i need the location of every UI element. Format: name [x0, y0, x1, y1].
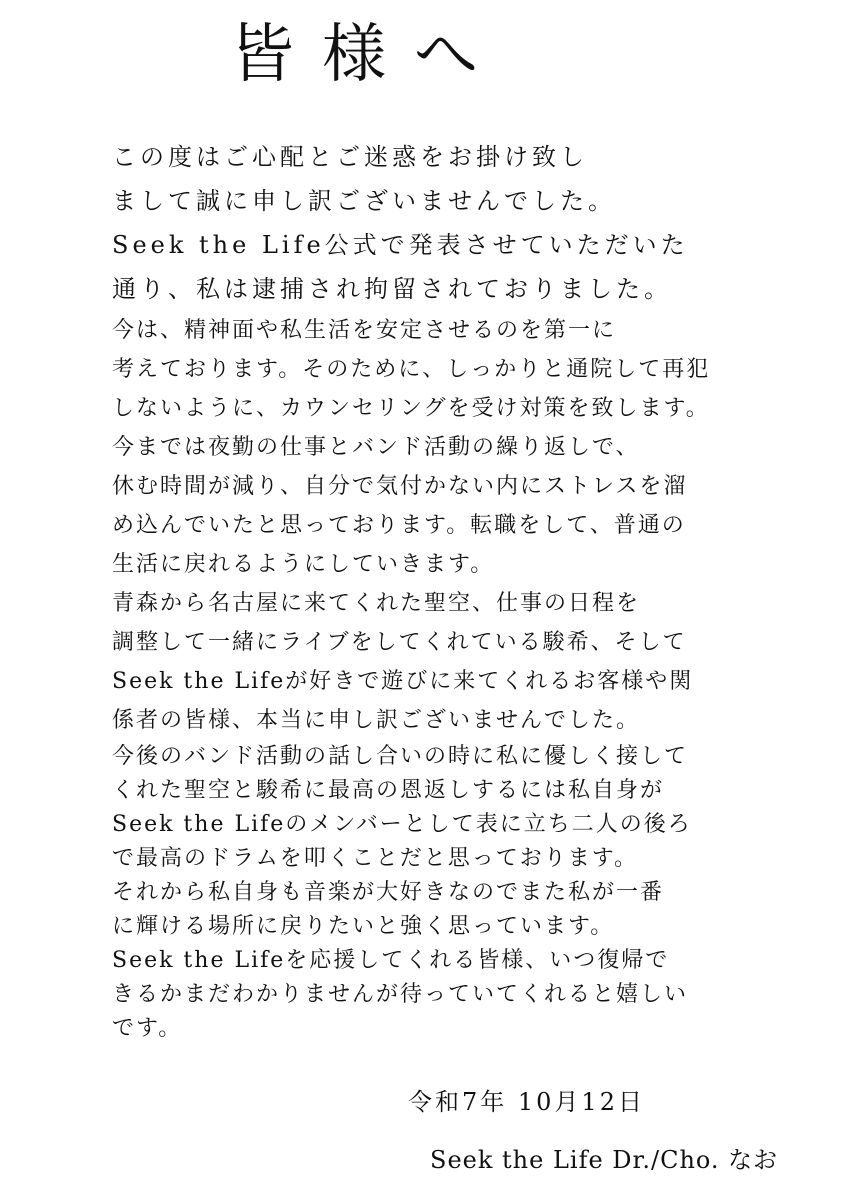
letter-line-23: きるかまだわかりませんが待っていてくれると嬉しい — [112, 982, 689, 1007]
letter-line-20: それから私自身も音楽が大好きなのでまた私が一番 — [112, 880, 665, 905]
letter-line-22: Seek the Lifeを応援してくれる皆様、いつ復帰で — [112, 948, 670, 973]
letter-line-4: 通り、私は逮捕され拘留されておりました。 — [112, 275, 672, 303]
letter-line-1: この度はご心配とご迷惑をお掛け致し — [112, 143, 588, 171]
letter-body — [112, 135, 732, 1046]
letter-line-11: 生活に戻れるようにしていきます。 — [112, 552, 495, 577]
letter-line-6: 考えております。そのために、しっかりと通院して再犯 — [112, 357, 711, 382]
letter-line-21: に輝ける場所に戻りたいと強く思っています。 — [112, 914, 615, 939]
letter-line-18: Seek the Lifeのメンバーとして表に立ち二人の後ろ — [112, 812, 692, 837]
letter-line-3: Seek the Life公式で発表させていただいた — [112, 231, 689, 259]
letter-line-10: め込んでいたと思っております。転職をして、普通の — [112, 513, 686, 538]
letter-line-7: しないように、カウンセリングを受け対策を致します。 — [112, 396, 710, 421]
letter-line-13: 調整して一緒にライブをしてくれている駿希、そして — [112, 630, 687, 655]
letter-line-2: まして誠に申し訳ございませんでした。 — [112, 187, 616, 215]
letter-line-17: くれた聖空と駿希に最高の恩返しするには私自身が — [112, 778, 665, 803]
letter-line-16: 今後のバンド活動の話し合いの時に私に優しく接して — [112, 744, 689, 769]
letter-title: 皆様へ — [230, 18, 506, 92]
letter-date: 令和7年 10月12日 — [408, 1088, 645, 1116]
letter-line-9: 休む時間が減り、自分で気付かない内にストレスを溜 — [112, 474, 688, 499]
letter-line-12: 青森から名古屋に来てくれた聖空、仕事の日程を — [112, 591, 641, 616]
letter-signature: Seek the Life Dr./Cho. なお — [430, 1146, 779, 1174]
letter-line-24: です。 — [112, 1016, 183, 1041]
letter-line-19: で最高のドラムを叩くことだと思っております。 — [112, 846, 639, 871]
letter-line-8: 今までは夜勤の仕事とバンド活動の繰り返しで、 — [112, 435, 640, 460]
letter-line-14: Seek the Lifeが好きで遊びに来てくれるお客様や関 — [112, 669, 694, 694]
letter-line-15: 係者の皆様、本当に申し訳ございませんでした。 — [112, 708, 641, 733]
letter-line-5: 今は、精神面や私生活を安定させるのを第一に — [112, 318, 617, 343]
